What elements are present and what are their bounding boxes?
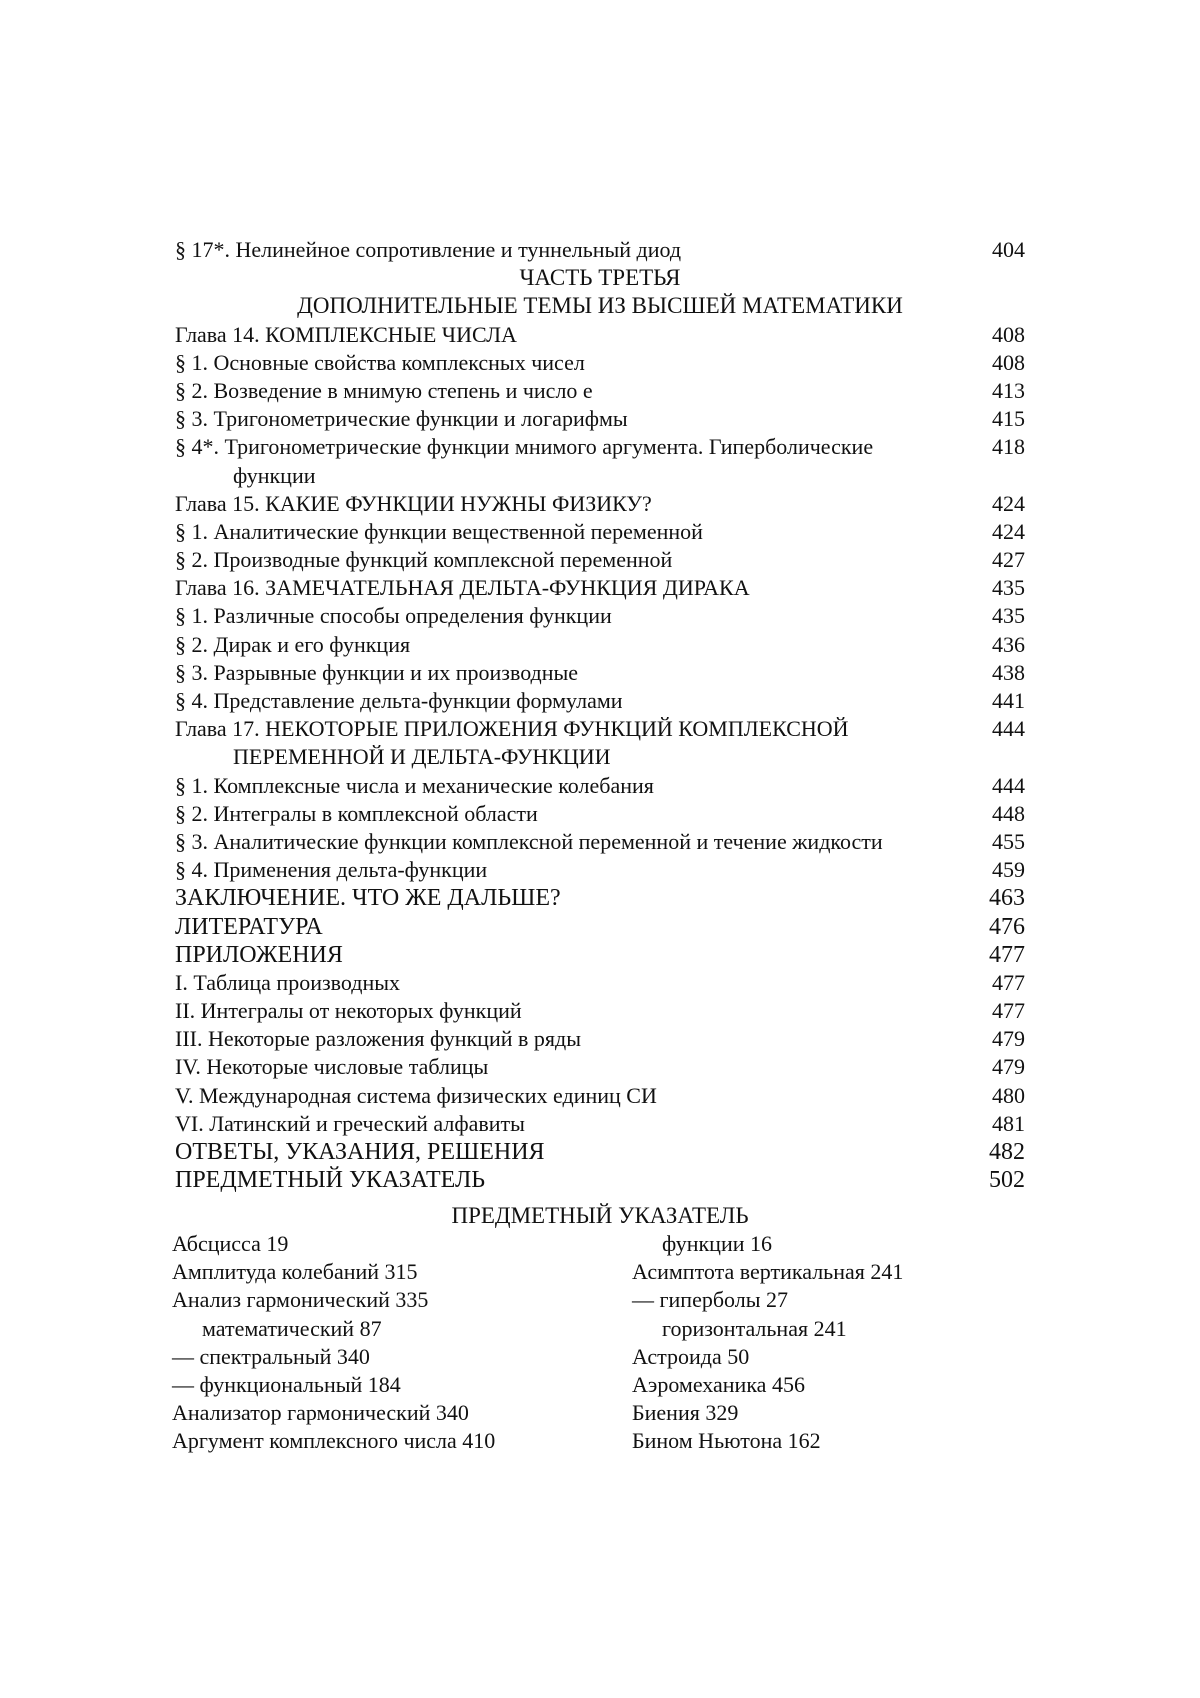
toc-entry — [175, 462, 1025, 490]
toc-entry — [175, 574, 1025, 602]
toc-entry-title: § 4. Представление дельта-функции формулами — [175, 688, 623, 713]
index-entry: Абсцисса 19 — [172, 1231, 289, 1256]
toc-entry — [175, 856, 1025, 884]
index-entry: — спектральный 340 — [172, 1343, 370, 1369]
toc-entry-title: Глава 16. ЗАМЕЧАТЕЛЬНАЯ ДЕЛЬТА-ФУНКЦИЯ ДИРАКА — [175, 575, 750, 601]
toc-entry-title: § 2. Интегралы в комплексной области — [175, 800, 538, 826]
toc-entry-page: 444 — [992, 772, 1025, 798]
toc-entry — [175, 490, 1025, 518]
toc-entry-title: § 17*. Нелинейное сопротивление и туннельный диод — [175, 237, 682, 262]
toc-entry-page: 427 — [992, 547, 1025, 573]
toc-entry — [175, 518, 1025, 546]
toc-entry — [175, 321, 1025, 349]
toc-entry-page: 424 — [992, 518, 1025, 544]
toc-entry-page: 477 — [989, 941, 1025, 968]
index-title: ПРЕДМЕТНЫЙ УКАЗАТЕЛЬ — [451, 1203, 749, 1228]
toc-section-heading — [175, 264, 1025, 292]
toc-entry-page: 479 — [992, 1054, 1025, 1080]
toc-entry — [175, 715, 1025, 743]
toc-entry-page: 413 — [992, 377, 1025, 403]
index-column-left — [172, 1230, 602, 1456]
index-entry: — функциональный 184 — [172, 1371, 401, 1397]
toc-entry — [175, 1138, 1025, 1166]
toc-entry — [175, 997, 1025, 1025]
toc-entry-title: ПРИЛОЖЕНИЯ — [175, 941, 343, 968]
index-entry: Амплитуда колебаний 315 — [172, 1259, 418, 1285]
toc-entry-page: 438 — [992, 659, 1025, 685]
toc-entry — [175, 631, 1025, 659]
toc-entry-title: ЧАСТЬ ТРЕТЬЯ — [519, 265, 681, 291]
toc-entry-title: ПЕРЕМЕННОЙ И ДЕЛЬТА-ФУНКЦИИ — [233, 744, 611, 770]
index-entry: математический 87 — [202, 1315, 382, 1341]
toc-entry-title: ПРЕДМЕТНЫЙ УКАЗАТЕЛЬ — [175, 1167, 486, 1194]
toc-entry-page: 415 — [992, 406, 1025, 432]
toc-entry-title: V. Международная система физических единиц СИ — [175, 1082, 657, 1108]
toc-entry-title: § 1. Основные свойства комплексных чисел — [175, 349, 585, 375]
toc-entry — [175, 659, 1025, 687]
toc-entry-title: § 3. Разрывные функции и их производные — [175, 659, 579, 685]
toc-entry-page: 435 — [992, 603, 1025, 629]
index-entry: функции 16 — [662, 1231, 772, 1256]
toc-entry-page: 479 — [992, 1026, 1025, 1052]
toc-entry — [175, 1166, 1025, 1194]
toc-entry-page: 408 — [992, 321, 1025, 347]
toc-entry-title: § 2. Дирак и его функция — [175, 631, 411, 657]
toc-entry-page: 444 — [992, 716, 1025, 742]
index-entry: Астроида 50 — [632, 1343, 750, 1369]
toc-entry-title: § 1. Аналитические функции вещественной переменной — [175, 518, 703, 544]
toc-entry — [175, 969, 1025, 997]
toc-entry-title: § 3. Тригонометрические функции и логарифмы — [175, 406, 628, 432]
index-entry: Аэромеханика 456 — [632, 1371, 805, 1397]
index-entry: Биения 329 — [632, 1400, 739, 1426]
toc-entry-page: 436 — [992, 631, 1025, 657]
toc-entry-title: II. Интегралы от некоторых функций — [175, 998, 522, 1024]
index-column-right — [632, 1230, 1062, 1456]
toc-entry — [175, 828, 1025, 856]
toc-entry-page: 455 — [992, 828, 1025, 854]
toc-entry — [175, 1110, 1025, 1138]
index-entry: горизонтальная 241 — [662, 1315, 847, 1341]
toc-entry-page: 477 — [992, 998, 1025, 1024]
index-entry: — гиперболы 27 — [632, 1287, 788, 1313]
toc-entry-page: 424 — [992, 490, 1025, 516]
toc-entry — [175, 602, 1025, 630]
toc-entry-title: VI. Латинский и греческий алфавиты — [175, 1110, 525, 1136]
toc-entry-page: 408 — [992, 349, 1025, 375]
toc-entry-title: ЗАКЛЮЧЕНИЕ. ЧТО ЖЕ ДАЛЬШЕ? — [175, 885, 561, 912]
toc-entry-title: § 1. Различные способы определения функции — [175, 603, 612, 629]
toc-entry-title: § 2. Производные функций комплексной переменной — [175, 547, 673, 573]
toc-entry — [175, 941, 1025, 969]
toc-entry-title: ЛИТЕРАТУРА — [175, 913, 323, 940]
toc-entry-page: 404 — [992, 237, 1025, 262]
table-of-contents — [175, 236, 1025, 1194]
toc-entry-title: § 1. Комплексные числа и механические колебания — [175, 772, 654, 798]
toc-entry-page: 477 — [992, 969, 1025, 995]
toc-entry — [175, 377, 1025, 405]
toc-entry-page: 482 — [989, 1139, 1025, 1165]
toc-entry — [175, 1025, 1025, 1053]
toc-entry-title: Глава 17. НЕКОТОРЫЕ ПРИЛОЖЕНИЯ ФУНКЦИЙ КОМПЛЕКСНОЙ — [175, 716, 849, 742]
toc-section-heading — [175, 292, 1025, 320]
toc-entry — [175, 405, 1025, 433]
toc-entry-title: § 3. Аналитические функции комплексной переменной и течение жидкости — [175, 828, 883, 854]
toc-entry-title: I. Таблица производных — [175, 969, 401, 995]
toc-entry-page: 481 — [992, 1110, 1025, 1136]
toc-entry-page: 418 — [992, 434, 1025, 460]
toc-entry — [175, 546, 1025, 574]
toc-entry — [175, 349, 1025, 377]
toc-entry-page: 463 — [989, 885, 1025, 912]
toc-entry — [175, 687, 1025, 715]
toc-entry-title: ОТВЕТЫ, УКАЗАНИЯ, РЕШЕНИЯ — [175, 1139, 545, 1165]
toc-entry — [175, 743, 1025, 771]
toc-entry-page: 459 — [992, 857, 1025, 883]
toc-entry — [175, 1082, 1025, 1110]
toc-entry-page: 448 — [992, 800, 1025, 826]
toc-entry-title: IV. Некоторые числовые таблицы — [175, 1054, 489, 1080]
toc-entry — [175, 236, 1025, 264]
index-entry: Асимптота вертикальная 241 — [632, 1259, 904, 1285]
toc-entry-title: § 2. Возведение в мнимую степень и число e — [175, 377, 593, 403]
toc-entry-page: 502 — [989, 1167, 1025, 1194]
index-entry: Анализ гармонический 335 — [172, 1287, 429, 1313]
toc-entry — [175, 800, 1025, 828]
toc-entry-title: Глава 14. КОМПЛЕКСНЫЕ ЧИСЛА — [175, 321, 517, 347]
index-entry: Аргумент комплексного числа 410 — [172, 1428, 496, 1454]
index-entry: Бином Ньютона 162 — [632, 1428, 821, 1454]
toc-entry — [175, 1053, 1025, 1081]
toc-entry-page: 480 — [992, 1082, 1025, 1108]
index-entry: Анализатор гармонический 340 — [172, 1400, 469, 1426]
toc-entry-title: Глава 15. КАКИЕ ФУНКЦИИ НУЖНЫ ФИЗИКУ? — [175, 490, 652, 516]
toc-entry — [175, 884, 1025, 912]
toc-entry-page: 441 — [992, 688, 1025, 713]
toc-entry-page: 435 — [992, 575, 1025, 601]
toc-entry — [175, 772, 1025, 800]
toc-entry — [175, 913, 1025, 941]
toc-entry-title: функции — [233, 462, 316, 488]
toc-entry-title: § 4. Применения дельта-функции — [175, 857, 488, 883]
toc-entry — [175, 433, 1025, 461]
toc-entry-title: ДОПОЛНИТЕЛЬНЫЕ ТЕМЫ ИЗ ВЫСШЕЙ МАТЕМАТИКИ — [297, 293, 903, 319]
toc-entry-title: § 4*. Тригонометрические функции мнимого аргумента. Гиперболические — [175, 434, 874, 460]
toc-entry-title: III. Некоторые разложения функций в ряды — [175, 1026, 581, 1052]
toc-entry-page: 476 — [989, 913, 1025, 940]
